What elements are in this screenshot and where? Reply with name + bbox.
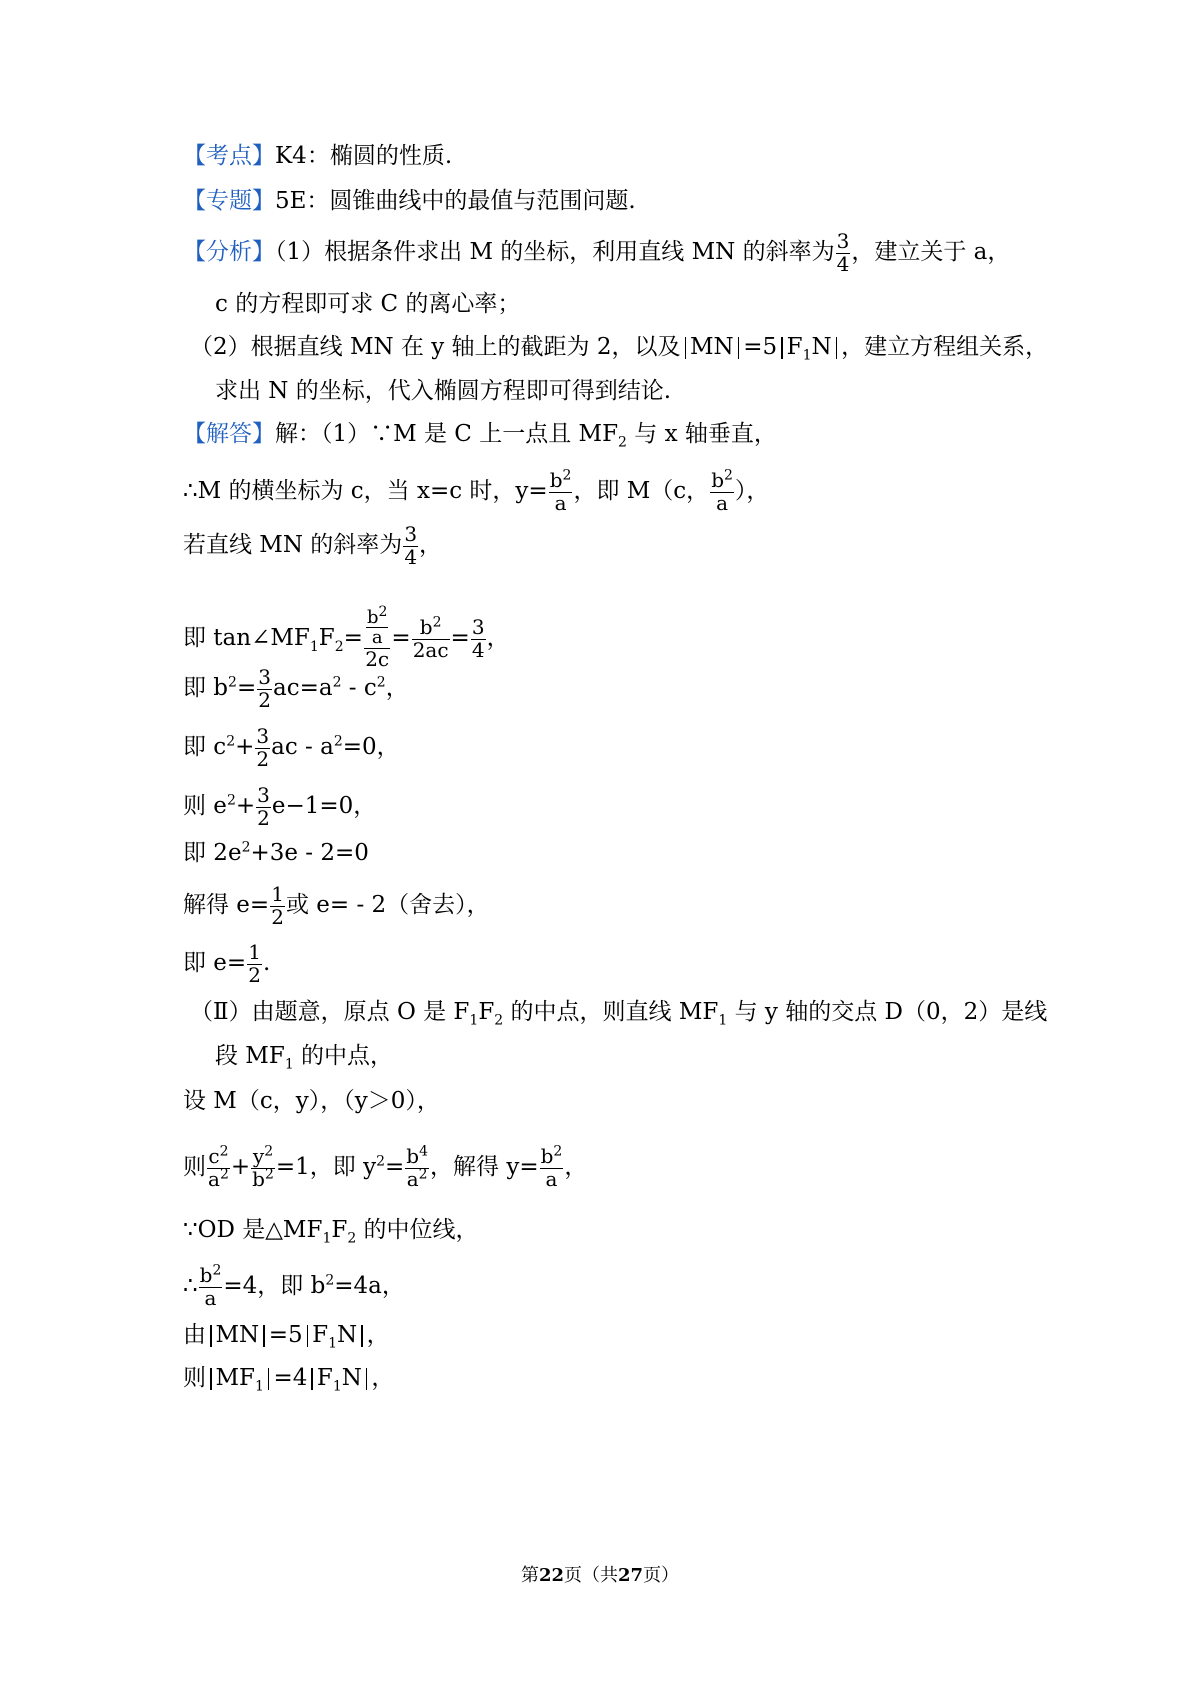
abs-bar xyxy=(210,1325,212,1347)
step-text: ，即 M（c， xyxy=(573,478,710,505)
abs-bar xyxy=(738,337,740,359)
step-text: 段 MF xyxy=(215,1043,285,1069)
step-text: 即 b xyxy=(183,675,229,702)
step-7: 即 $2e^2+3e - 2=0$ xyxy=(183,839,369,866)
fenxi-tag: 【分析】 xyxy=(183,239,275,266)
fraction: $\frac{3}{2}$ xyxy=(256,724,270,771)
step-text: 解得 e= xyxy=(183,892,270,919)
page-number: 22 xyxy=(538,1565,564,1586)
zhuanti-text: 5E：圆锥曲线中的最值与范围问题. xyxy=(275,188,636,214)
step-text: 则 e xyxy=(183,793,227,820)
step-9: 即 e= $\frac{1}{2}$ . xyxy=(183,940,271,987)
step-2 xyxy=(183,524,442,568)
step-4: 即 $b^2=$ $\frac{3}{2}$ $ac=a^2 - c^2$， xyxy=(183,665,409,712)
step-16: 由 MN =5 $F_1N$ ， xyxy=(183,1322,390,1352)
math-text: F xyxy=(786,334,803,360)
abs-bar xyxy=(781,337,783,359)
jieda-text: 与 x 轴垂直， xyxy=(626,421,777,447)
step-text: 即 e= xyxy=(183,950,247,977)
fenxi-text: c 的方程即可求 C 的离心率； xyxy=(215,291,521,317)
step-text: 即 tan∠MF xyxy=(183,625,310,652)
fenxi-text: ，建立关于 a， xyxy=(851,239,1011,266)
step-text: ∴M 的横坐标为 c，当 x=c 时，y= xyxy=(183,478,548,505)
step-1 xyxy=(183,467,770,515)
math-text: =5 xyxy=(743,334,778,360)
fenxi-text: （2）根据直线 MN 在 y 轴上的截距为 2，以及 xyxy=(190,334,681,360)
fraction: $\frac{1}{2}$ xyxy=(248,940,261,987)
step-3: 即 $\tan\angle MF_1F_2=$ $\frac{\frac{b^2}{a}}{2c}$ = $\frac{b^2}{2ac}$ = $\frac{3}{4}$ ， xyxy=(183,604,510,671)
step-text: 即 2e xyxy=(183,840,242,866)
step-text: ， xyxy=(419,532,443,559)
fraction: $\frac{b^2}{a}$ xyxy=(540,1143,563,1191)
fraction: $\frac{b^2}{a}$ xyxy=(199,1262,222,1310)
step-15: ∴ $\frac{b^2}{a}$ =4，即 $b^2=4a$， xyxy=(183,1262,405,1310)
step-text: （Ⅱ）由题意，原点 O 是 F xyxy=(190,999,470,1025)
step-text: 设 M（c，y），（y＞0）， xyxy=(183,1088,440,1114)
fraction: $\frac{3}{4}$ xyxy=(471,615,485,662)
fenxi-text: （1）根据条件求出 M 的坐标，利用直线 MN 的斜率为 xyxy=(275,239,835,266)
math-text: = xyxy=(391,625,411,652)
jieda-line xyxy=(183,419,777,449)
kaodian-text: K4：椭圆的性质. xyxy=(275,143,453,169)
step-5: 即 $c^2+$ $\frac{3}{2}$ ac - $a^2=0$， xyxy=(183,724,400,771)
fraction: $\frac{3}{2}$ xyxy=(257,783,270,830)
step-text: ）， xyxy=(734,478,770,505)
fenxi-line-3 xyxy=(190,332,1048,362)
kaodian-line xyxy=(183,141,452,171)
abs-bar xyxy=(361,1325,363,1347)
zhuanti-line xyxy=(183,186,636,216)
kaodian-tag: 【考点】 xyxy=(183,143,275,169)
step-text: 即 c xyxy=(183,734,227,761)
abs-bar xyxy=(210,1368,212,1390)
page-footer: 第22页（共27页） xyxy=(520,1565,680,1586)
step-13: 则 $\frac{c^2}{a^2}$ + $\frac{y^2}{b^2}$ =1，即 $y^2=$ $\frac{b^4}{a^2}$ ，解得 y= $\frac{b^2}{a}$ ， xyxy=(183,1143,588,1191)
math-text: F xyxy=(318,625,335,652)
step-text: 由 xyxy=(183,1322,206,1348)
step-12 xyxy=(183,1086,440,1116)
step-10: （Ⅱ）由题意，原点 O 是 $F_1F_2$ 的中点，则直线 $MF_1$ 与 y 轴的交点 D（0，2）是线 xyxy=(190,999,1048,1029)
jieda-tag: 【解答】 xyxy=(183,421,275,447)
fraction: $\frac{b^4}{a^2}$ xyxy=(406,1143,429,1191)
abs-bar xyxy=(836,337,838,359)
abs-bar xyxy=(311,1368,313,1390)
fenxi-text: ，建立方程组关系， xyxy=(841,334,1049,360)
step-17: 则 $MF_1 =4$ $F_1N$ ， xyxy=(183,1365,395,1395)
step-11: 段 $MF_1$ 的中点， xyxy=(215,1043,394,1073)
fraction: $\frac{3}{4}$ xyxy=(404,522,418,569)
step-text: 则 xyxy=(183,1154,206,1181)
math-text: MN xyxy=(690,334,734,360)
fenxi-line-4 xyxy=(215,376,671,406)
fenxi-line-1 xyxy=(183,231,1010,275)
math-text: = xyxy=(343,625,363,652)
fraction: $\frac{1}{2}$ xyxy=(271,882,284,929)
abs-bar xyxy=(263,1325,265,1347)
fraction: $\frac{c^2}{a^2}$ xyxy=(208,1143,229,1191)
jieda-text: 解：（1）∵M 是 C 上一点且 MF xyxy=(275,421,619,447)
zhuanti-tag: 【专题】 xyxy=(183,188,275,214)
fraction: $\frac{b^2}{a}$ xyxy=(549,467,572,515)
math-text: N xyxy=(811,334,832,360)
step-14: ∵OD 是$\triangle MF_1F_2$ 的中位线， xyxy=(183,1217,479,1247)
subscript: 2 xyxy=(618,434,627,451)
abs-bar xyxy=(307,1325,309,1347)
fraction: $\frac{3}{4}$ xyxy=(836,229,850,276)
fraction: $\frac{b^2}{a}$ xyxy=(711,467,733,515)
step-text: ∴ xyxy=(183,1273,198,1300)
abs-bar xyxy=(366,1368,368,1390)
fenxi-line-2 xyxy=(215,289,520,319)
step-6: 则 $e^2+$ $\frac{3}{2}$ e−1=0， xyxy=(183,783,377,830)
math-text: = xyxy=(450,625,470,652)
nested-fraction: $\frac{\frac{b^2}{a}}{2c}$ xyxy=(365,604,390,671)
step-text: ， xyxy=(486,625,510,652)
fraction: $\frac{3}{2}$ xyxy=(258,665,271,712)
subscript: 1 xyxy=(802,347,812,364)
step-8: 解得 e= $\frac{1}{2}$ 或 e= - 2（舍去）， xyxy=(183,882,490,929)
step-text: 若直线 MN 的斜率为 xyxy=(183,532,403,559)
fenxi-text: 求出 N 的坐标，代入椭圆方程即可得到结论. xyxy=(215,378,672,404)
abs-bar xyxy=(685,337,687,359)
step-text: 则 xyxy=(183,1365,206,1391)
step-text: ∵OD 是△MF xyxy=(183,1217,323,1243)
abs-bar xyxy=(268,1368,270,1390)
page-total: 27 xyxy=(618,1565,644,1586)
fraction: $\frac{b^2}{2ac}$ xyxy=(412,614,449,662)
fraction: $\frac{y^2}{b^2}$ xyxy=(252,1143,274,1191)
